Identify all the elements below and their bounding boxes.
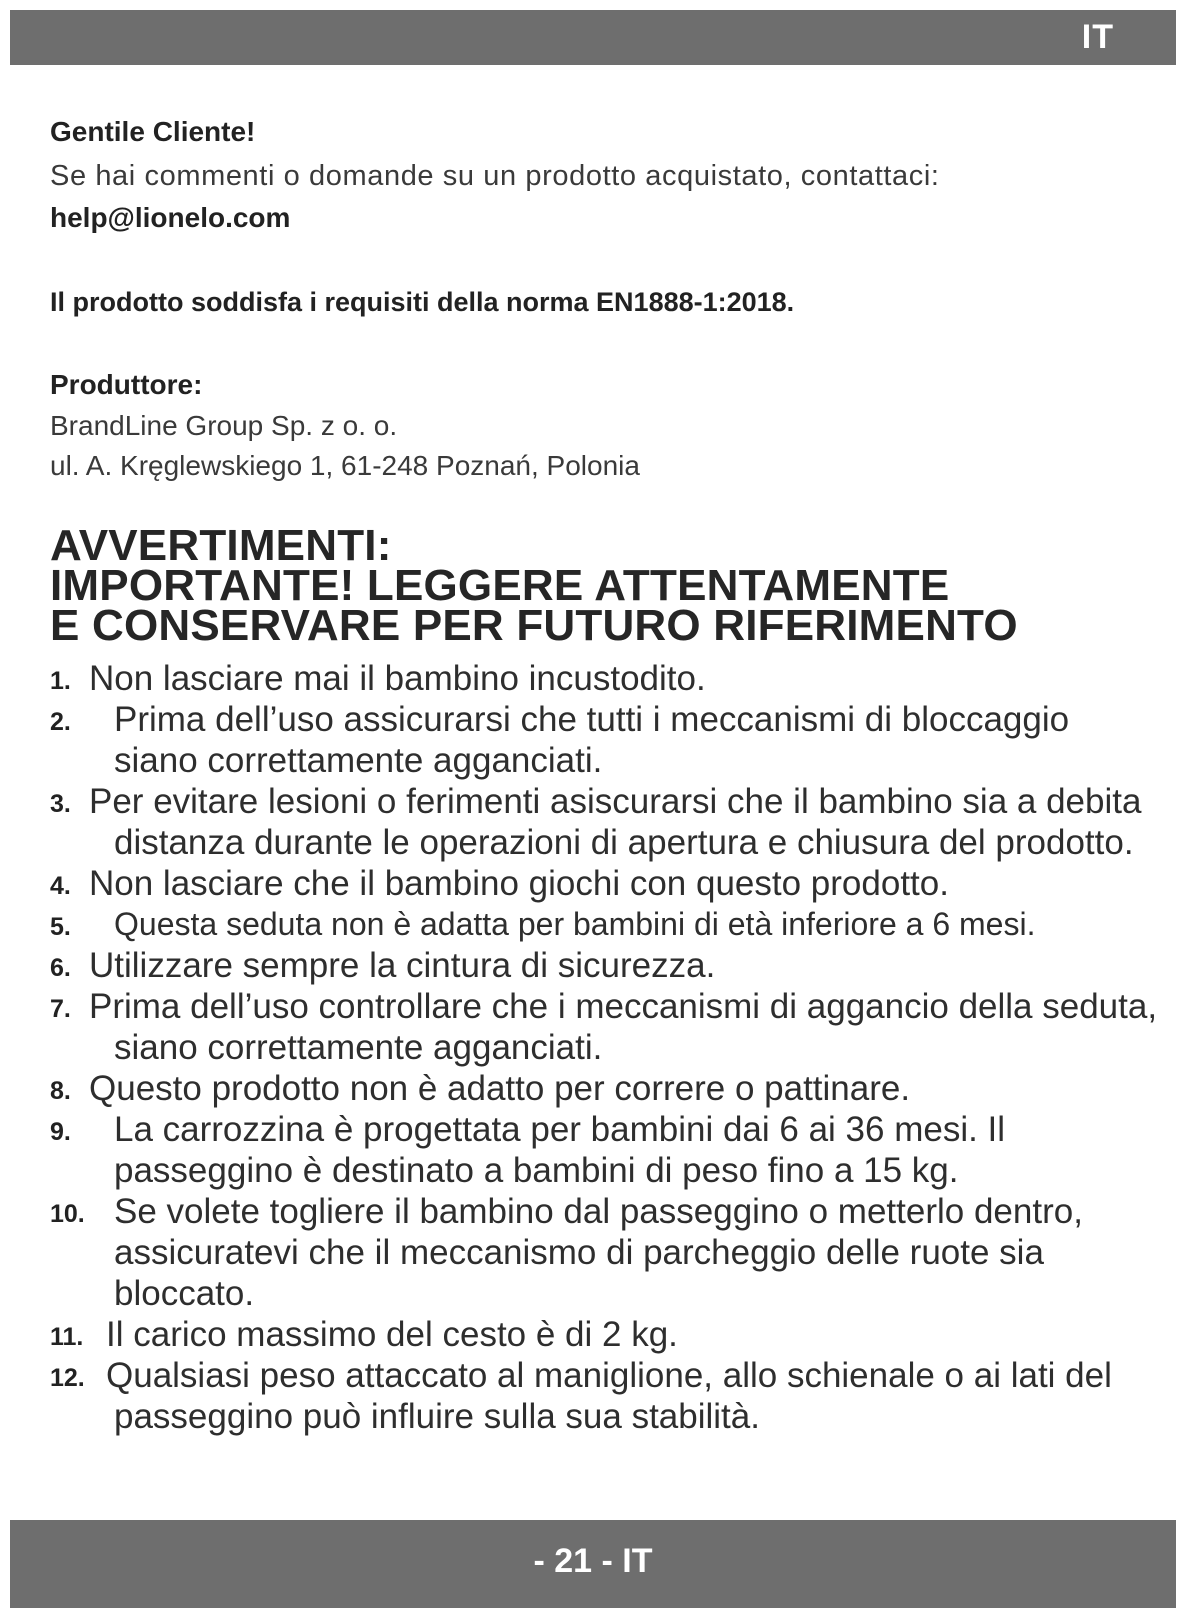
warning-number: 9. [50,1118,71,1146]
warning-item [50,986,1160,1068]
page-number: - 21 - IT [533,1542,653,1580]
warning-number: 2. [50,708,71,736]
warning-number: 12. [50,1364,85,1392]
warning-text: Questo prodotto non è adatto per correre o pattinare. [89,1069,911,1108]
warning-item [50,863,1160,904]
warning-text: Questa seduta non è adatta per bambini di età inferiore a 6 mesi. [114,906,1036,942]
warning-text: Se volete togliere il bambino dal passeggino o metterlo dentro, assicuratevi che il meccanismo di parcheggio delle ruote sia bloccato. [114,1192,1083,1313]
warning-text: La carrozzina è progettata per bambini dai 6 ai 36 mesi. Il passeggino è destinato a bambini di peso fino a 15 kg. [114,1110,1006,1190]
producer-address: ul. A. Kręglewskiego 1, 61-248 Poznań, Polonia [50,450,640,481]
warning-item [50,1068,1160,1109]
warning-item [50,1191,1160,1314]
warning-number: 11. [50,1323,84,1351]
header-bar [10,10,1176,65]
warning-item [50,781,1160,863]
warning-text: Prima dell’uso controllare che i meccanismi di aggancio della seduta, siano correttamente agganciati. [89,987,1158,1067]
contact-email: help@lionelo.com [50,202,291,233]
warning-item [50,658,1160,699]
warning-item [50,1314,1160,1355]
warnings-heading-line3: E CONSERVARE PER FUTURO RIFERIMENTO [50,601,1018,650]
producer-label: Produttore: [50,369,203,400]
warning-item [50,945,1160,986]
warning-text: Il carico massimo del cesto è di 2 kg. [106,1315,678,1354]
warning-text: Non lasciare che il bambino giochi con questo prodotto. [89,864,949,903]
warning-number: 8. [50,1077,71,1105]
warnings-list [50,658,1160,1437]
warning-number: 6. [50,954,71,982]
warning-number: 3. [50,790,71,818]
warning-text: Qualsiasi peso attaccato al maniglione, allo schienale o ai lati del passeggino può influire sulla sua stabilità. [106,1356,1112,1436]
warning-item [50,1355,1160,1437]
warnings-heading-line2: IMPORTANTE! LEGGERE ATTENTAMENTE [50,561,950,610]
warning-item [50,904,1160,945]
warning-number: 7. [50,995,71,1023]
greeting: Gentile Cliente! [50,116,256,147]
norm-statement: Il prodotto soddisfa i requisiti della norma EN1888-1:2018. [50,287,795,317]
contact-intro: Se hai commenti o domande su un prodotto acquistato, contattaci: [50,160,940,192]
warning-text: Non lasciare mai il bambino incustodito. [89,659,706,698]
warnings-heading [50,521,1018,650]
language-label: IT [1081,18,1114,56]
warning-item [50,699,1160,781]
warning-text: Utilizzare sempre la cintura di sicurezza. [89,946,716,985]
warning-number: 4. [50,872,71,900]
warning-text: Per evitare lesioni o ferimenti asiscurarsi che il bambino sia a debita distanza durante le operazioni di apertura e chiusura del prodotto. [89,782,1142,862]
warning-number: 10. [50,1200,85,1228]
warning-number: 5. [50,913,71,941]
footer-bar [10,1520,1176,1608]
producer-name: BrandLine Group Sp. z o. o. [50,410,398,441]
warnings-heading-line1: AVVERTIMENTI: [50,521,392,570]
warning-number: 1. [50,667,71,695]
warning-text: Prima dell’uso assicurarsi che tutti i meccanismi di bloccaggio siano correttamente agganciati. [114,700,1070,780]
warning-item [50,1109,1160,1191]
